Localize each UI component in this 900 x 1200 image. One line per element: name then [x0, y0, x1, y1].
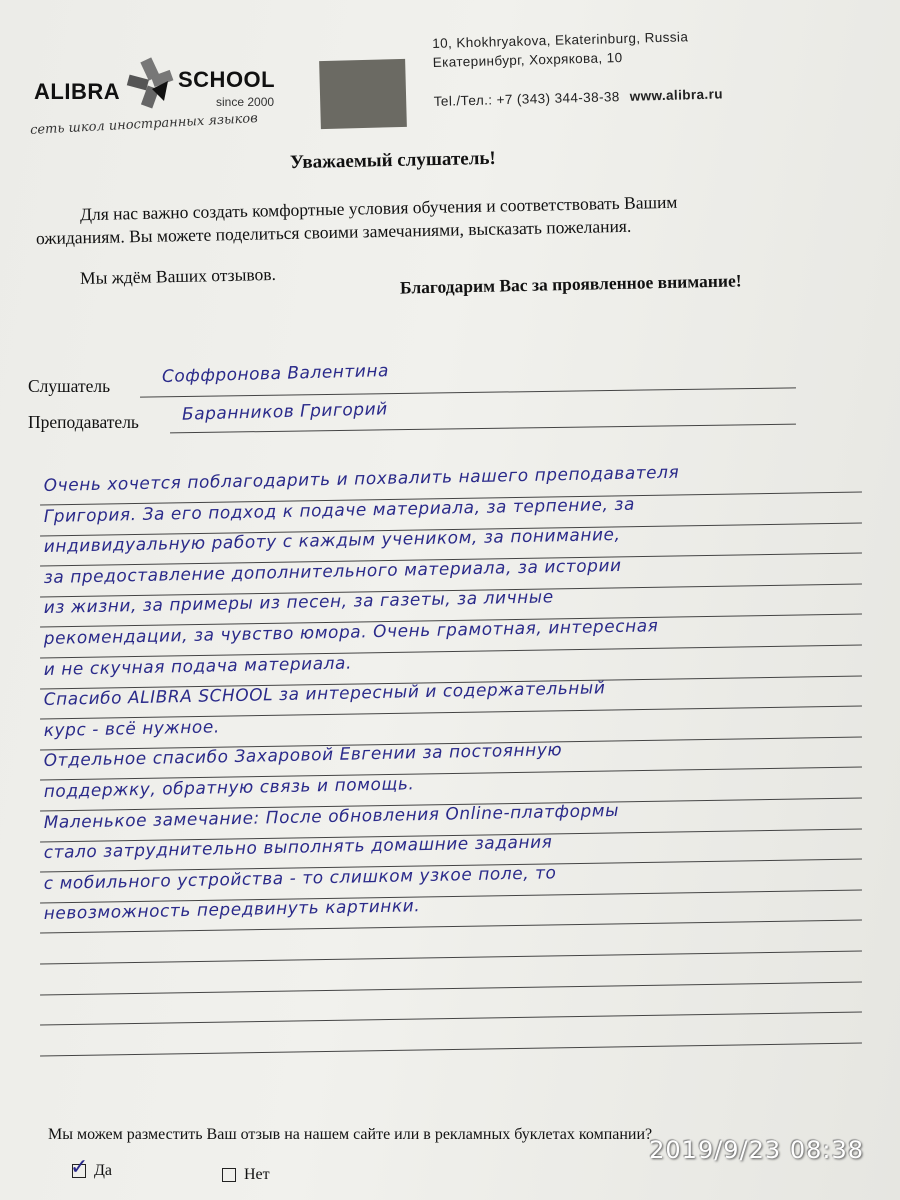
student-name-field[interactable]: Соффронова Валентина — [161, 361, 390, 387]
review-text-line: с мобильного устройства - то слишком узкое поле, то — [43, 863, 557, 894]
review-ruled-line — [40, 981, 862, 995]
review-text-line: Григория. За его подход к подаче материала, за терпение, за — [43, 494, 636, 527]
review-text-line: Отдельное спасибо Захаровой Евгении за постоянную — [43, 740, 563, 772]
review-text-line: поддержку, обратную связь и помощь. — [43, 774, 415, 802]
letter-thanks: Благодарим Вас за проявленное внимание! — [399, 270, 742, 298]
review-ruled-line — [40, 920, 862, 934]
logo-alibra-text: ALIBRA — [34, 79, 121, 104]
student-label: Слушатель — [28, 376, 111, 396]
logo-star-icon — [122, 55, 178, 111]
contact-block — [432, 23, 854, 111]
teacher-name-field[interactable]: Баранников Григорий — [181, 399, 388, 425]
checkmark-icon: ✓ — [70, 1155, 89, 1181]
review-text-line: невозможность передвинуть картинки. — [43, 896, 421, 925]
letter-paragraph-1-line-1: Для нас важно создать комфортные условия обучения и соответствовать Вашим — [79, 191, 678, 225]
review-text-line: индивидуальную работу с каждым учеником, за понимание, — [43, 525, 621, 558]
address-en: 10, Khokhryakova, Ekaterinburg, Russia — [432, 29, 689, 51]
letter-paragraph-1-line-2: ожиданиям. Вы можете поделиться своими замечаниями, высказать пожелания. — [35, 215, 632, 249]
review-text-line: за предоставление дополнительного материала, за истории — [43, 555, 622, 588]
logo-school-text: SCHOOL — [178, 67, 276, 92]
yes-checkbox[interactable] — [70, 1155, 89, 1181]
teacher-label: Преподаватель — [28, 412, 139, 432]
photo-timestamp: 2019/9/23 08:38 — [649, 1136, 864, 1164]
teacher-field-line — [170, 424, 796, 434]
consent-yes-option[interactable] — [70, 1155, 113, 1181]
review-text-line: Очень хочется поблагодарить и похвалить нашего преподавателя — [43, 462, 680, 496]
student-field-line — [140, 387, 796, 397]
letter-title: Уважаемый слушатель! — [289, 147, 496, 174]
review-ruled-line — [40, 1012, 862, 1026]
logo-since-text: since 2000 — [216, 95, 275, 109]
phone-number: Tel./Тел.: +7 (343) 344-38-38 — [433, 89, 620, 109]
review-text-line: стало затруднительно выполнять домашние задания — [43, 832, 553, 864]
review-text-line: Спасибо ALIBRA SCHOOL за интересный и содержательный — [43, 678, 606, 711]
letter-paragraph-2: Мы ждём Ваших отзывов. — [79, 263, 277, 289]
review-text-line: Маленькое замечание: После обновления Online-платформы — [43, 800, 620, 833]
school-logo — [30, 55, 300, 155]
contact-line — [434, 81, 854, 111]
website-link: www.alibra.ru — [629, 86, 724, 104]
review-ruled-line — [40, 1042, 862, 1056]
review-text-line: рекомендации, за чувство юмора. Очень грамотная, интересная — [43, 616, 659, 649]
consent-no-option[interactable] — [222, 1166, 270, 1184]
yes-label: Да — [94, 1162, 113, 1179]
review-text-line: и не скучная подача материала. — [43, 653, 353, 680]
review-text-line: курс - всё нужное. — [43, 717, 221, 741]
qr-code-square — [319, 59, 407, 129]
consent-question: Мы можем разместить Ваш отзыв на нашем сайте или в рекламных буклетах компании? — [48, 1126, 653, 1143]
logo-tagline: сеть школ иностранных языков — [29, 111, 259, 138]
address-ru: Екатеринбург, Хохрякова, 10 — [432, 50, 623, 70]
no-label: Нет — [244, 1166, 270, 1183]
review-ruled-line — [40, 951, 862, 965]
review-text-line: из жизни, за примеры из песен, за газеты, за личные — [43, 587, 554, 619]
no-checkbox[interactable] — [222, 1168, 236, 1182]
